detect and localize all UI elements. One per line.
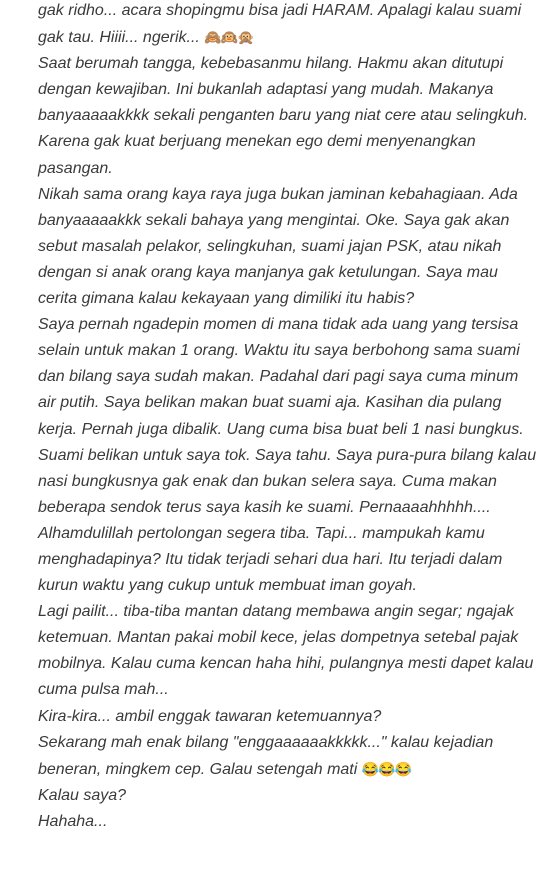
paragraph-5: Alhamdulillah pertolongan segera tiba. Tapi... mampukah kamu menghadapinya? Itu tidak terjadi sehari dua hari. Itu terjadi dalam kurun waktu yang cukup untuk membuat iman goyah. [38, 524, 503, 595]
paragraph-7: Kira-kira... ambil enggak tawaran ketemuannya? [38, 707, 382, 725]
paragraph-1 [38, 0, 538, 51]
laughing-emoji-icon: 😂😂😂 [361, 760, 412, 777]
paragraph-text: gak ridho... acara shopingmu bisa jadi HARAM. Apalagi kalau suami gak tau. Hiiii... ngerik... [38, 2, 522, 47]
paragraph-8 [38, 730, 538, 783]
monkeys-emoji-icon: 🙈🙉🙊 [204, 29, 254, 46]
paragraph-3: Nikah sama orang kaya raya juga bukan jaminan kebahagiaan. Ada banyaaaaakkk sekali bahaya yang mengintai. Oke. Saya gak akan sebut masalah pelakor, selingkuhan, suami jajan PSK, atau nikah dengan si anak orang kaya manjanya gak ketulungan. Saya mau cerita gimana kalau kekayaan yang dimiliki itu habis? [38, 185, 518, 308]
paragraph-4: Saya pernah ngadepin momen di mana tidak ada uang yang tersisa selain untuk makan 1 orang. Waktu itu saya berbohong sama suami dan bilang saya sudah makan. Padahal dari pagi saya cuma minum air putih. Saya belikan makan buat suami aja. Kasihan dia pulang kerja. Pernah juga dibalik. Uang cuma bisa buat beli 1 nasi bungkus. Suami belikan untuk saya tok. Saya tahu. Saya pura-pura bilang kalau nasi bungkusnya gak enak dan bukan selera saya. Cuma makan beberapa sendok terus saya kasih ke suami. Pernaaaahhhhh.... [38, 316, 537, 516]
paragraph-10: Hahaha... [38, 812, 108, 830]
paragraph-text: Sekarang mah enak bilang "enggaaaaaakkkkk..." kalau kejadian beneran, mingkem cep. Galau setengah mati [38, 733, 494, 778]
article-body [38, 0, 538, 835]
paragraph-2: Saat berumah tangga, kebebasanmu hilang. Hakmu akan ditutupi dengan kewajiban. Ini bukanlah adaptasi yang mudah. Makanya banyaaaaakkkk sekali penganten baru yang niat cere atau selingkuh. Karena gak kuat berjuang menekan ego demi menyenangkan pasangan. [38, 55, 529, 177]
paragraph-6: Lagi pailit... tiba-tiba mantan datang membawa angin segar; ngajak ketemuan. Mantan pakai mobil kece, jelas dompetnya setebal pajak mobilnya. Kalau cuma kencan haha hihi, pulangnya mesti dapet kalau cuma pulsa mah... [38, 603, 534, 699]
paragraph-9: Kalau saya? [38, 786, 127, 804]
